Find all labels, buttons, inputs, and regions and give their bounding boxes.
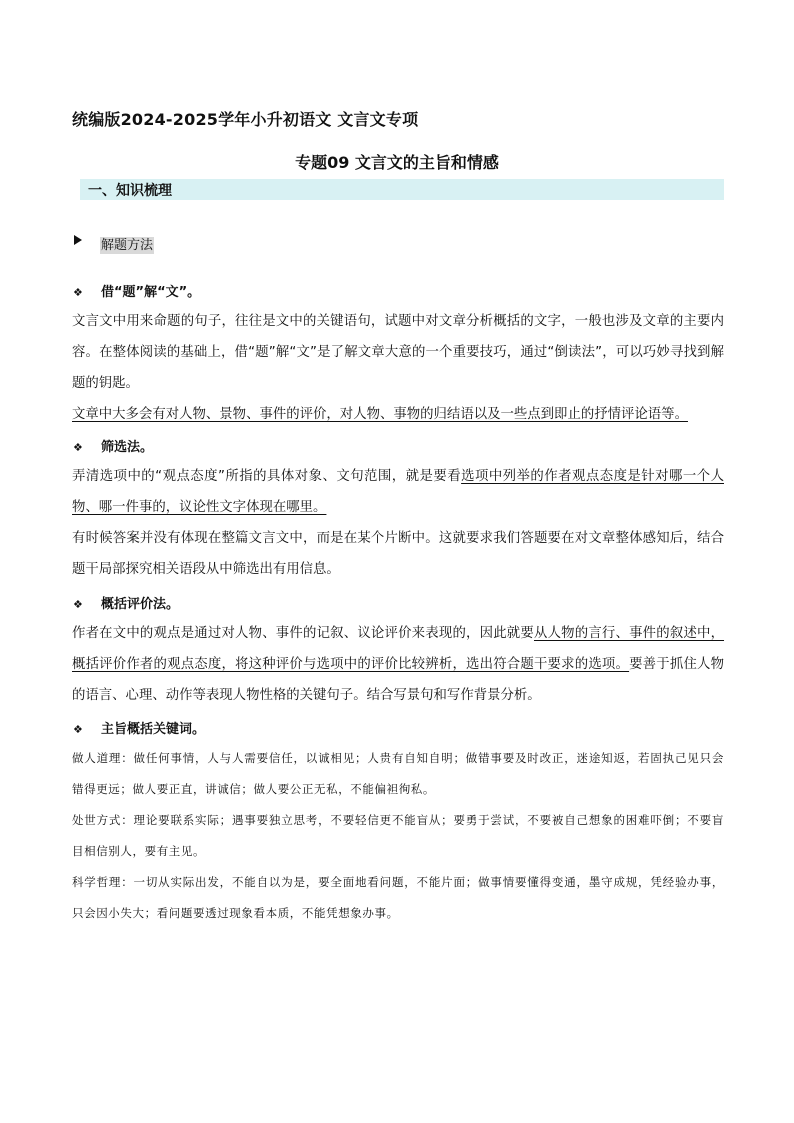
section-heading-band [80, 179, 724, 200]
paragraph-2: 弄清选项中的“观点态度”所指的具体对象、文句范围，就是要看选项中列举的作者观点态度是针对哪一个人物、哪一件事的，议论性文字体现在哪里。 有时候答案并没有体现在整篇文言文中，而是在某个片断中。这就要求我们答题要在对文章整体感知后，结合题干局部探究相关语段从中筛选出有用信息。 [72, 469, 724, 577]
arrow-bullet-icon [74, 235, 82, 245]
method-heading [100, 234, 154, 253]
item-heading-3: ❖ 概括评价法。 [73, 597, 180, 612]
underlined-text: 从人物的言行、事件的叙述中，概括评价作者的观点态度，将这种评价与选项中的评价比较辨析，选出符合题干要求的选项。 [72, 626, 725, 672]
document-title: 专题09 文言文的主旨和情感 [295, 153, 499, 172]
page-header-title: 统编版2024-2025学年小升初语文 文言文专项 [72, 110, 419, 129]
diamond-bullet-icon: ❖ [73, 441, 83, 454]
diamond-bullet-icon: ❖ [73, 723, 83, 736]
diamond-bullet-icon: ❖ [73, 286, 83, 299]
section-heading: 一、知识梳理 [88, 183, 172, 199]
underlined-text: 选项中列举的作者观点态度是针对哪一个人物、哪一件事的，议论性文字体现在哪里。 [72, 469, 724, 515]
item-heading-4: ❖ 主旨概括关键词。 [73, 722, 206, 737]
keyword-paragraph-1: 做人道理：做任何事情，人与人需要信任，以诚相见；人贵有自知自明；做错事要及时改正，迷途知返，若固执己见只会错得更远；做人要正直，讲诚信；做人要公正无私，不能偏袒徇私。 [72, 751, 724, 796]
item-heading-1: ❖ 借“题”解“文”。 [73, 285, 201, 300]
diamond-bullet-icon: ❖ [73, 598, 83, 611]
keyword-paragraph-2: 处世方式：理论要联系实际；遇事要独立思考，不要轻信更不能盲从；要勇于尝试，不要被自己想象的困难吓倒；不要盲目相信别人，要有主见。 [72, 813, 724, 858]
underlined-text: 文章中大多会有对人物、景物、事件的评价，对人物、事物的归结语以及一些点到即止的抒情评论语等。 [72, 407, 688, 422]
item-heading-2: ❖ 筛选法。 [73, 440, 154, 455]
keyword-paragraph-3: 科学哲理：一切从实际出发，不能自以为是，要全面地看问题，不能片面；做事情要懂得变通，墨守成规，凭经验办事，只会因小失大；看问题要透过现象看本质，不能凭想象办事。 [72, 875, 724, 920]
method-label: 解题方法 [101, 238, 154, 253]
paragraph-3: 作者在文中的观点是通过对人物、事件的记叙、议论评价来表现的，因此就要从人物的言行、事件的叙述中，概括评价作者的观点态度，将这种评价与选项中的评价比较辨析，选出符合题干要求的选项。要善于抓住人物的语言、心理、动作等表现人物性格的关键句子。结合写景句和写作背景分析。 [72, 626, 725, 703]
paragraph-1: 文言文中用来命题的句子，往往是文中的关键语句，试题中对文章分析概括的文字，一般也涉及文章的主要内容。在整体阅读的基础上，借“题”解“文”是了解文章大意的一个重要技巧，通过“倒读法”，可以巧妙寻找到解题的钥匙。 文章中大多会有对人物、景物、事件的评价，对人物、事物的归结语以及一些点到即止的抒情评论语等。 [72, 314, 724, 422]
